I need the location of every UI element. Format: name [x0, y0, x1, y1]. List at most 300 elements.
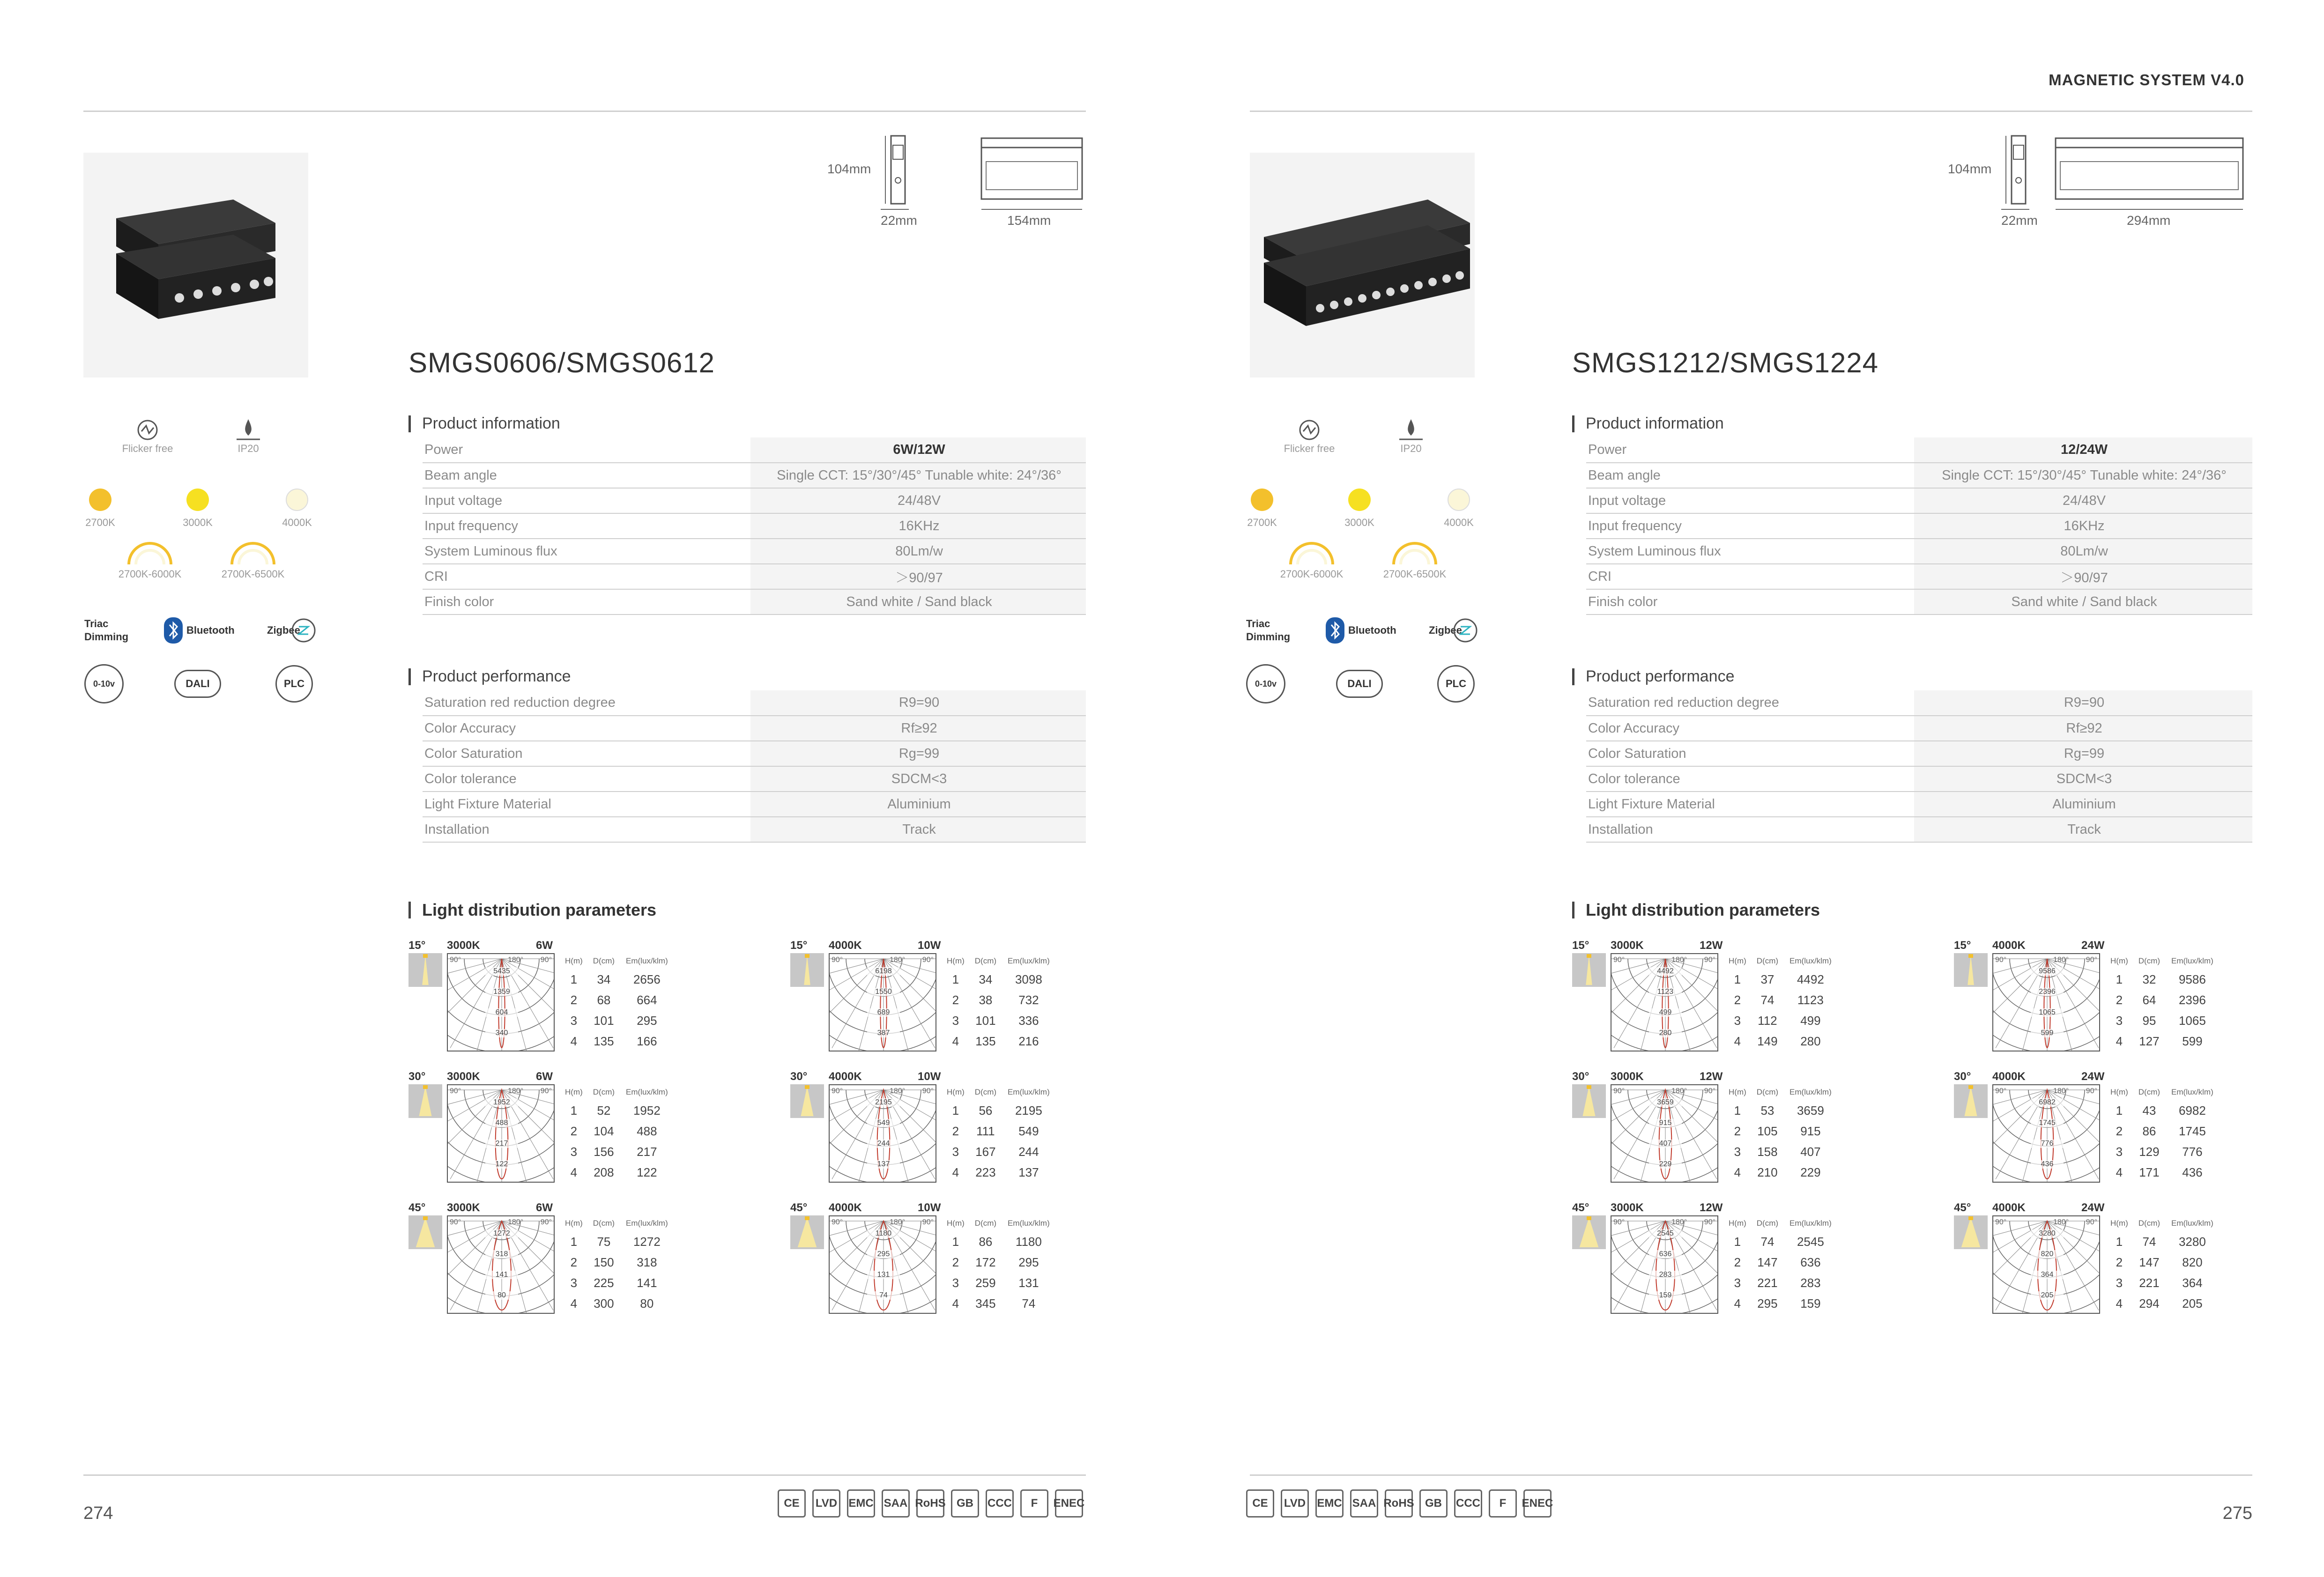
table-row: [945, 1162, 1052, 1183]
table-row: [2109, 1100, 2215, 1121]
polar-value-label: 1180: [867, 1229, 900, 1238]
height-cell: 1: [570, 1234, 578, 1249]
certification-enec-icon: ENEC: [1523, 1489, 1552, 1518]
diameter-cell: 221: [2139, 1275, 2160, 1290]
polar-value-label: 820: [2031, 1250, 2064, 1259]
beam-angle-label: 30°: [408, 1070, 426, 1083]
diameter-cell: 294: [2139, 1296, 2160, 1310]
table-row: [563, 1121, 670, 1141]
table-row: [563, 1293, 670, 1314]
cct-label: 3000K: [447, 939, 480, 952]
perf-label: Color Accuracy: [1586, 716, 1914, 741]
product-info-heading-text: Product information: [1586, 415, 1724, 432]
plc-badge: PLC: [1437, 665, 1475, 703]
illuminance-cell: 205: [2182, 1296, 2203, 1310]
illuminance-table: [945, 1215, 1052, 1314]
diameter-cell: 95: [2142, 1013, 2156, 1028]
table-row: [563, 1100, 670, 1121]
perf-label: Light Fixture Material: [1586, 792, 1914, 817]
table-row: [945, 1010, 1052, 1031]
track-light-image: [1250, 153, 1475, 378]
beam-thumbnail: [1572, 1084, 1606, 1118]
flicker-free-icon: [1298, 418, 1321, 442]
cct-4000-label: 4000K: [282, 517, 312, 528]
illuminance-header: [945, 1215, 1052, 1231]
beam-cone-icon: [1572, 1084, 1606, 1118]
table-row: [1727, 1273, 1834, 1293]
polar-label-top: 180°: [508, 1218, 524, 1226]
diameter-cell: 129: [2139, 1144, 2160, 1159]
beam-angle-label: 45°: [790, 1201, 808, 1214]
illuminance-cell: 407: [1800, 1144, 1821, 1159]
info-value: ＞90/97: [750, 564, 1086, 589]
illuminance-table: [2109, 1215, 2215, 1314]
beam-thumbnail: [1954, 1084, 1988, 1118]
product-info-heading: [1572, 415, 1724, 433]
polar-value-label: 2396: [2031, 988, 2064, 996]
wattage-label: 10W: [918, 1201, 941, 1214]
light-distribution-heading-text: Light distribution parameters: [1586, 900, 1820, 919]
height-cell: 3: [570, 1144, 578, 1159]
height-cell: 3: [570, 1013, 578, 1028]
height-cell: 1: [1734, 1103, 1741, 1118]
polar-value-label: 599: [2031, 1029, 2064, 1037]
zigbee-label: Zigbee: [267, 624, 300, 636]
diameter-cell: 74: [1760, 992, 1775, 1007]
polar-value-label: 2195: [867, 1098, 900, 1107]
cct-4000-swatch: [1448, 489, 1470, 511]
illuminance-table: [945, 953, 1052, 1051]
polar-label-left: 90°: [1613, 1087, 1625, 1095]
side-view-drawing: [876, 133, 913, 213]
illuminance-cell: 216: [1018, 1034, 1039, 1048]
polar-value-label: 74: [867, 1291, 900, 1300]
height-cell: 4: [1734, 1034, 1741, 1048]
table-row: [2109, 990, 2215, 1010]
beam-angle-label: 30°: [1954, 1070, 1971, 1083]
certification-ccc-icon: CCC: [1454, 1489, 1482, 1518]
polar-value-label: 159: [1649, 1291, 1682, 1300]
table-row: [1727, 1121, 1834, 1141]
col-h: H(m): [1729, 1088, 1746, 1096]
col-h: H(m): [2110, 956, 2128, 965]
polar-label-right: 90°: [2086, 1087, 2097, 1095]
illuminance-cell: 636: [1800, 1255, 1821, 1269]
diameter-cell: 295: [1757, 1296, 1778, 1310]
product-photo: [1250, 153, 1475, 378]
dim-height: 104mm: [827, 162, 871, 176]
system-title: MAGNETIC SYSTEM V4.0: [2049, 71, 2244, 89]
height-cell: 3: [2116, 1275, 2123, 1290]
bottom-rule-right: [1250, 1474, 2252, 1476]
beam-angle-label: 15°: [1572, 939, 1589, 952]
table-row: [2109, 1141, 2215, 1162]
col-d: D(cm): [593, 1219, 615, 1228]
diameter-cell: 149: [1757, 1034, 1778, 1048]
polar-value-label: 364: [2031, 1271, 2064, 1279]
heading-bar: [1572, 668, 1574, 685]
perf-value: Rg=99: [1914, 741, 2252, 766]
height-cell: 1: [570, 972, 578, 986]
table-row: [1727, 1293, 1834, 1314]
polar-value-label: 3659: [1649, 1098, 1682, 1107]
wattage-label: 6W: [536, 939, 553, 952]
polar-value-label: 499: [1649, 1008, 1682, 1017]
illuminance-cell: 295: [1018, 1255, 1039, 1269]
height-cell: 1: [952, 1103, 959, 1118]
certification-emc-icon: EMC: [847, 1489, 875, 1518]
illuminance-cell: 131: [1018, 1275, 1039, 1290]
illuminance-cell: 318: [637, 1255, 657, 1269]
info-row: [1586, 564, 2252, 589]
diameter-cell: 147: [2139, 1255, 2160, 1269]
polar-value-label: 915: [1649, 1119, 1682, 1127]
col-em: Em(lux/klm): [626, 1219, 668, 1228]
cct-2700-swatch: [1251, 489, 1273, 511]
diameter-cell: 172: [975, 1255, 996, 1269]
polar-label-left: 90°: [1613, 956, 1625, 964]
illuminance-cell: 2195: [1015, 1103, 1042, 1118]
height-cell: 4: [952, 1034, 959, 1048]
info-value: 24/48V: [750, 488, 1086, 513]
col-em: Em(lux/klm): [1008, 1219, 1050, 1228]
polar-candela-diagram: [829, 953, 936, 1051]
illuminance-header: [1727, 953, 1834, 969]
perf-value: Rf≥92: [750, 716, 1086, 741]
height-cell: 2: [570, 992, 578, 1007]
light-distribution-block: [408, 1070, 746, 1192]
cct-3000-swatch: [186, 489, 209, 511]
table-row: [945, 1252, 1052, 1273]
info-label: Input frequency: [1586, 513, 1914, 539]
illuminance-table: [2109, 953, 2215, 1051]
diameter-cell: 345: [975, 1296, 996, 1310]
certification-lvd-icon: LVD: [812, 1489, 840, 1518]
table-row: [563, 1162, 670, 1183]
light-distribution-heading: [408, 900, 656, 920]
polar-label-left: 90°: [832, 1087, 843, 1095]
polar-label-left: 90°: [450, 1218, 461, 1226]
polar-candela-diagram: [1611, 1084, 1718, 1183]
light-distribution-block: [1572, 1070, 1909, 1192]
info-label: Finish color: [423, 589, 750, 615]
perf-value: SDCM<3: [750, 766, 1086, 792]
polar-label-top: 180°: [1671, 1087, 1687, 1095]
light-distribution-block: [408, 1201, 746, 1323]
perf-label: Saturation red reduction degree: [423, 690, 750, 716]
polar-label-right: 90°: [540, 956, 552, 964]
polar-label-left: 90°: [1995, 1218, 2007, 1226]
info-value: Sand white / Sand black: [1914, 589, 2252, 615]
beam-thumbnail: [1954, 953, 1988, 987]
polar-value-label: 407: [1649, 1140, 1682, 1148]
zigbee-label: Zigbee: [1429, 624, 1462, 636]
illuminance-cell: 244: [1018, 1144, 1039, 1159]
info-row: [1586, 589, 2252, 615]
polar-value-label: 283: [1649, 1271, 1682, 1279]
info-row: [1586, 437, 2252, 463]
perf-value: Rf≥92: [1914, 716, 2252, 741]
cct-label: 4000K: [1992, 939, 2026, 952]
col-d: D(cm): [974, 1088, 997, 1096]
dim-width: 22mm: [881, 213, 917, 228]
height-cell: 2: [952, 1124, 959, 1138]
col-h: H(m): [2110, 1219, 2128, 1228]
polar-value-label: 436: [2031, 1160, 2064, 1169]
info-row: [1586, 513, 2252, 539]
polar-label-top: 180°: [890, 1218, 906, 1226]
perf-label: Installation: [423, 817, 750, 842]
polar-value-label: 2545: [1649, 1229, 1682, 1238]
illuminance-cell: 776: [2182, 1144, 2203, 1159]
col-d: D(cm): [1756, 1219, 1779, 1228]
polar-label-right: 90°: [922, 1218, 934, 1226]
table-row: [1727, 990, 1834, 1010]
perf-label: Installation: [1586, 817, 1914, 842]
table-row: [2109, 1010, 2215, 1031]
dim-length: 154mm: [1007, 213, 1051, 228]
height-cell: 4: [2116, 1165, 2123, 1179]
perf-value: R9=90: [750, 690, 1086, 716]
diameter-cell: 150: [594, 1255, 614, 1269]
illuminance-cell: 499: [1800, 1013, 1821, 1028]
col-d: D(cm): [2138, 1088, 2161, 1096]
cct-label: 4000K: [829, 1201, 862, 1214]
illuminance-cell: 159: [1800, 1296, 1821, 1310]
diameter-cell: 147: [1757, 1255, 1778, 1269]
perf-label: Color Accuracy: [423, 716, 750, 741]
height-cell: 1: [570, 1103, 578, 1118]
table-row: [1727, 1141, 1834, 1162]
polar-label-right: 90°: [2086, 1218, 2097, 1226]
illuminance-table: [945, 1084, 1052, 1183]
polar-value-label: 1745: [2031, 1119, 2064, 1127]
certification-gb-icon: GB: [951, 1489, 979, 1518]
polar-value-label: 280: [1649, 1029, 1682, 1037]
col-d: D(cm): [2138, 956, 2161, 965]
info-label: System Luminous flux: [1586, 539, 1914, 564]
tunable-6000-label: 2700K-6000K: [118, 568, 182, 580]
polar-value-label: 1952: [485, 1098, 518, 1107]
perf-label: Color tolerance: [1586, 766, 1914, 792]
beam-thumbnail: [790, 1084, 824, 1118]
beam-angle-label: 15°: [408, 939, 426, 952]
info-value: Sand white / Sand black: [750, 589, 1086, 615]
perf-value: Rg=99: [750, 741, 1086, 766]
height-cell: 3: [2116, 1144, 2123, 1159]
col-h: H(m): [565, 956, 583, 965]
bluetooth-icon: [1326, 617, 1344, 644]
triac-dimming-label: Triac Dimming: [1246, 618, 1291, 643]
height-cell: 2: [2116, 1255, 2123, 1269]
perf-value: Aluminium: [750, 792, 1086, 817]
wattage-label: 24W: [2081, 939, 2105, 952]
polar-candela-diagram: [1992, 1084, 2100, 1183]
height-cell: 2: [570, 1255, 578, 1269]
info-value: 24/48V: [1914, 488, 2252, 513]
illuminance-header: [563, 1084, 670, 1100]
dim-length: 294mm: [2127, 213, 2171, 228]
height-cell: 4: [1734, 1296, 1741, 1310]
polar-value-label: 5435: [485, 967, 518, 976]
product-info-table: [1586, 437, 2252, 615]
col-d: D(cm): [974, 1219, 997, 1228]
polar-value-label: 4492: [1649, 967, 1682, 976]
polar-value-label: 1550: [867, 988, 900, 996]
height-cell: 2: [570, 1124, 578, 1138]
table-row: [563, 1010, 670, 1031]
height-cell: 3: [952, 1144, 959, 1159]
polar-value-label: 387: [867, 1029, 900, 1037]
tunable-6500-label: 2700K-6500K: [221, 568, 285, 580]
col-h: H(m): [1729, 956, 1746, 965]
col-h: H(m): [565, 1219, 583, 1228]
height-cell: 3: [1734, 1013, 1741, 1028]
beam-angle-label: 45°: [408, 1201, 426, 1214]
info-value: Single CCT: 15°/30°/45° Tunable white: 24°/36°: [750, 463, 1086, 488]
cct-3000-label: 3000K: [1344, 517, 1374, 528]
height-cell: 2: [1734, 992, 1741, 1007]
info-value: 16KHz: [750, 513, 1086, 539]
table-row: [2109, 1252, 2215, 1273]
front-view-drawing: [2051, 133, 2248, 213]
track-light-image: [83, 153, 308, 378]
illuminance-table: [1727, 1084, 1834, 1183]
light-distribution-block: [1954, 939, 2291, 1061]
illuminance-table: [1727, 1215, 1834, 1314]
beam-thumbnail: [1954, 1215, 1988, 1249]
diameter-cell: 53: [1760, 1103, 1775, 1118]
dim-height: 104mm: [1948, 162, 1992, 176]
info-row: [423, 437, 1086, 463]
table-row: [1727, 969, 1834, 990]
flicker-free-icon: [136, 418, 159, 442]
beam-thumbnail: [790, 1215, 824, 1249]
zigbee-icon: [1452, 617, 1478, 644]
perf-value: R9=90: [1914, 690, 2252, 716]
col-em: Em(lux/klm): [1789, 956, 1832, 965]
diameter-cell: 32: [2142, 972, 2156, 986]
polar-label-right: 90°: [540, 1218, 552, 1226]
tunable-6000-icon: [1288, 541, 1335, 567]
diameter-cell: 300: [594, 1296, 614, 1310]
height-cell: 2: [952, 1255, 959, 1269]
polar-value-label: 137: [867, 1160, 900, 1169]
diameter-cell: 104: [594, 1124, 614, 1138]
perf-value: Track: [750, 817, 1086, 842]
diameter-cell: 43: [2142, 1103, 2156, 1118]
perf-value: Aluminium: [1914, 792, 2252, 817]
height-cell: 4: [570, 1296, 578, 1310]
table-row: [1727, 1231, 1834, 1252]
height-cell: 3: [952, 1013, 959, 1028]
beam-cone-icon: [1954, 1084, 1988, 1118]
model-title: SMGS1212/SMGS1224: [1572, 347, 1879, 378]
col-em: Em(lux/klm): [1789, 1219, 1832, 1228]
certifications-row: [778, 1489, 1083, 1518]
polar-value-label: 295: [867, 1250, 900, 1259]
beam-cone-icon: [408, 1084, 442, 1118]
page-number: 274: [83, 1503, 113, 1523]
cct-label: 4000K: [829, 1070, 862, 1083]
polar-label-top: 180°: [2053, 1218, 2069, 1226]
illuminance-cell: 137: [1018, 1165, 1039, 1179]
illuminance-header: [2109, 1215, 2215, 1231]
certification-rohs-icon: RoHS: [1385, 1489, 1413, 1518]
polar-value-label: 1272: [485, 1229, 518, 1238]
table-row: [2109, 1231, 2215, 1252]
diameter-cell: 210: [1757, 1165, 1778, 1179]
col-h: H(m): [947, 956, 965, 965]
cct-2700-swatch: [89, 489, 111, 511]
light-distribution-block: [790, 939, 1128, 1061]
zero-ten-volt-badge: 0-10v: [1246, 664, 1285, 703]
info-label: Input frequency: [423, 513, 750, 539]
polar-label-left: 90°: [832, 956, 843, 964]
illuminance-header: [1727, 1215, 1834, 1231]
front-view-drawing: [977, 133, 1087, 213]
cct-label: 3000K: [447, 1201, 480, 1214]
col-d: D(cm): [593, 956, 615, 965]
info-value: 80Lm/w: [750, 539, 1086, 564]
info-row: [423, 539, 1086, 564]
illuminance-cell: 2545: [1797, 1234, 1824, 1249]
illuminance-cell: 336: [1018, 1013, 1039, 1028]
wattage-label: 24W: [2081, 1070, 2105, 1083]
perf-row: [1586, 690, 2252, 716]
table-row: [1727, 1162, 1834, 1183]
tunable-6500-icon: [230, 541, 276, 567]
table-row: [945, 1100, 1052, 1121]
light-distribution-block: [408, 939, 746, 1061]
illuminance-header: [1727, 1084, 1834, 1100]
illuminance-cell: 3280: [2178, 1234, 2206, 1249]
polar-label-top: 180°: [2053, 956, 2069, 964]
illuminance-cell: 280: [1800, 1034, 1821, 1048]
polar-label-top: 180°: [890, 956, 906, 964]
flicker-free-label: Flicker free: [1284, 443, 1335, 454]
light-distribution-heading: [1572, 900, 1820, 920]
diameter-cell: 68: [597, 992, 611, 1007]
heading-bar: [1572, 415, 1574, 432]
ip20-icon: [234, 417, 262, 443]
polar-value-label: 141: [485, 1271, 518, 1279]
col-d: D(cm): [1756, 956, 1779, 965]
wattage-label: 10W: [918, 939, 941, 952]
diameter-cell: 111: [976, 1124, 995, 1138]
table-row: [2109, 1121, 2215, 1141]
light-distribution-block: [790, 1201, 1128, 1323]
polar-label-left: 90°: [450, 1087, 461, 1095]
illuminance-cell: 122: [637, 1165, 657, 1179]
col-h: H(m): [947, 1088, 965, 1096]
certification-gb-icon: GB: [1419, 1489, 1448, 1518]
illuminance-cell: 1180: [1015, 1234, 1042, 1249]
table-row: [945, 1141, 1052, 1162]
height-cell: 2: [2116, 992, 2123, 1007]
col-d: D(cm): [974, 956, 997, 965]
illuminance-header: [2109, 953, 2215, 969]
polar-value-label: 6198: [867, 967, 900, 976]
beam-thumbnail: [408, 1084, 442, 1118]
beam-angle-label: 45°: [1954, 1201, 1971, 1214]
info-row: [423, 463, 1086, 488]
info-label: Beam angle: [1586, 463, 1914, 488]
triac-dimming-label: Triac Dimming: [84, 618, 129, 643]
illuminance-cell: 915: [1800, 1124, 1821, 1138]
tunable-6500-label: 2700K-6500K: [1383, 568, 1447, 580]
col-em: Em(lux/klm): [1789, 1088, 1832, 1096]
